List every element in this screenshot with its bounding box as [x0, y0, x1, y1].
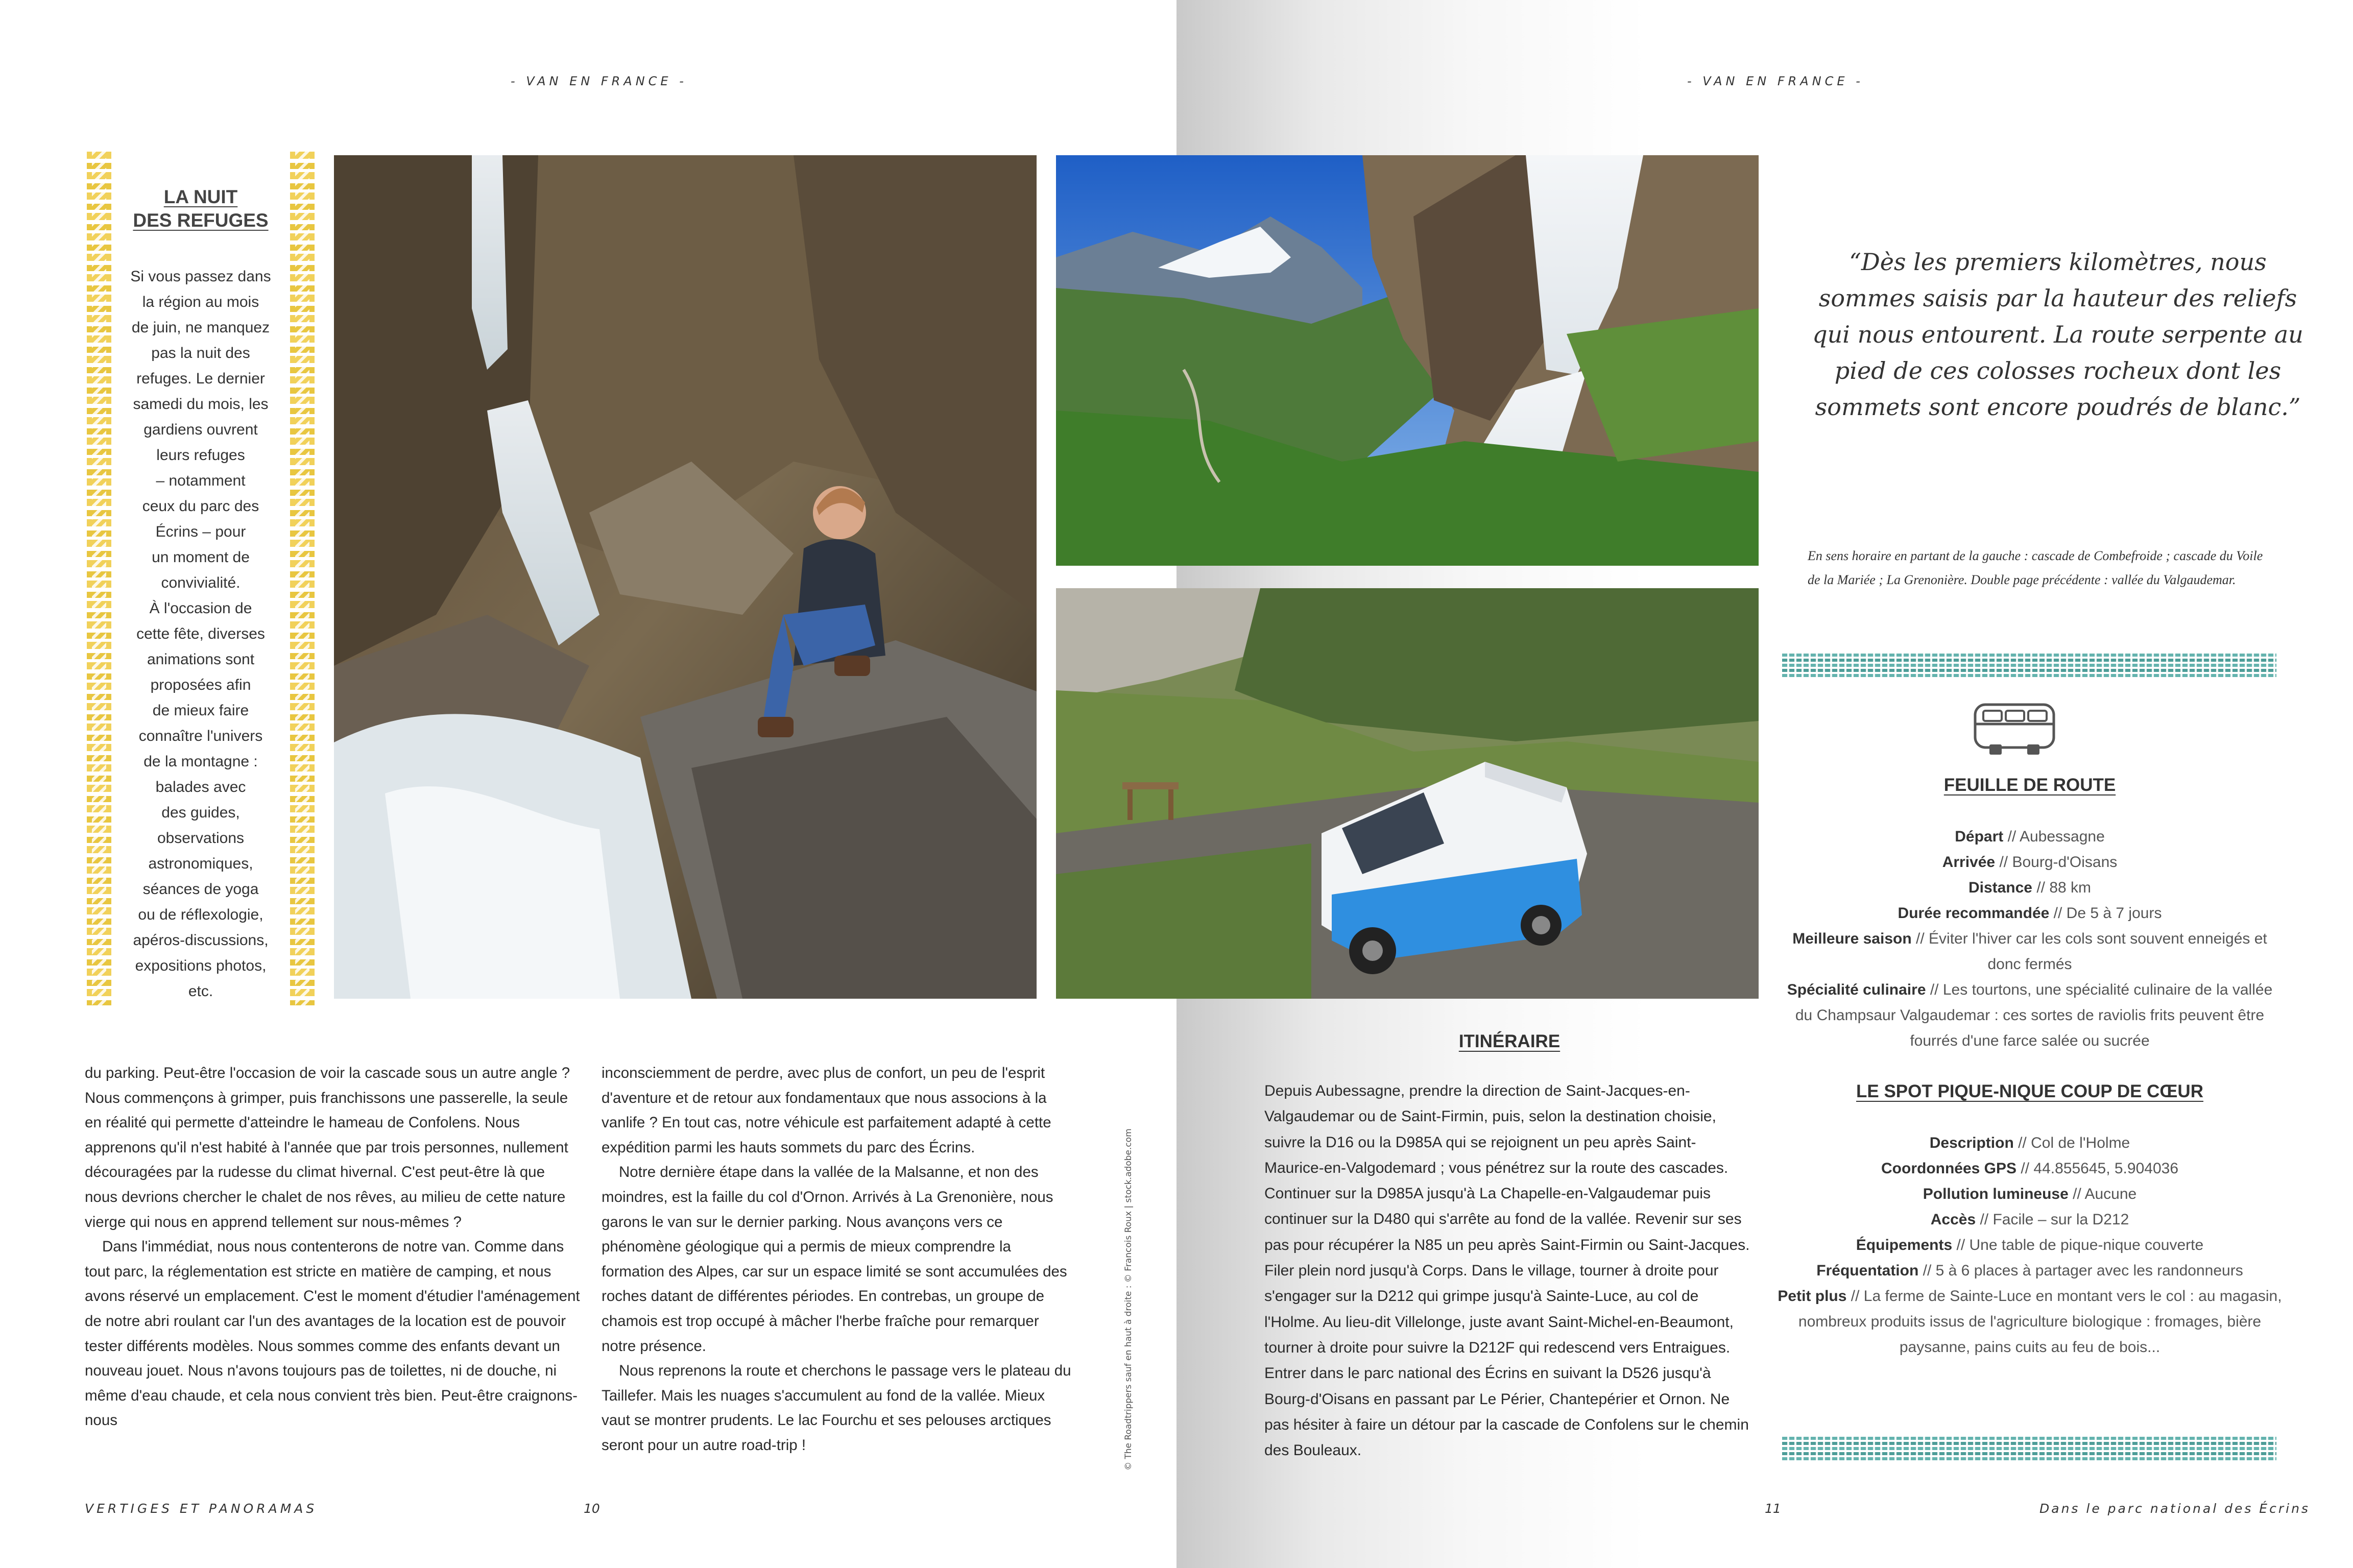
- sidebar-line: etc.: [188, 983, 213, 1000]
- info-separator: //: [2016, 1160, 2034, 1177]
- info-label: Meilleure saison: [1792, 930, 1912, 947]
- info-value: Une table de pique-nique couverte: [1969, 1237, 2204, 1253]
- info-value: Éviter l'hiver car les cols sont souvent enneigés et donc fermés: [1929, 930, 2267, 973]
- paragraph: Notre dernière étape dans la vallée de la Malsanne, et non des moindres, est la faille du col d'Ornon. Arrivés à La Grenonière, nous garons le van sur le dernier parking. Nous avançons vers ce phénomène géologique qui a permis de mieux comprendre la formation des Alpes, car sur un espace limité se sont accumulées des roches datant de différentes périodes. En contrebas, un groupe de chamois est trop occupé à mâcher l'herbe fraîche pour remarquer notre présence.: [602, 1164, 1067, 1355]
- info-label: Durée recommandée: [1898, 905, 2050, 922]
- info-separator: //: [2003, 828, 2020, 845]
- info-label: Description: [1929, 1135, 2014, 1151]
- info-label: Petit plus: [1778, 1288, 1847, 1305]
- info-separator: //: [1911, 930, 1929, 947]
- info-separator: //: [1926, 981, 1943, 998]
- sidebar-line: de mieux faire: [152, 702, 249, 719]
- sidebar-line: de la montagne :: [143, 753, 258, 770]
- sidebar-line: Si vous passez dans: [130, 268, 271, 285]
- right-page: [1176, 0, 2353, 1568]
- info-label: Coordonnées GPS: [1881, 1160, 2017, 1177]
- info-row: [1777, 875, 2283, 901]
- roadsheet-list: [1777, 824, 2283, 1054]
- info-separator: //: [1952, 1237, 1970, 1253]
- info-value: 88 km: [2049, 879, 2092, 896]
- info-row: [1777, 901, 2283, 926]
- info-value: Aucune: [2084, 1186, 2137, 1202]
- info-row: [1777, 1233, 2283, 1258]
- page-number-left: 10: [584, 1501, 600, 1516]
- info-value: Col de l'Holme: [2031, 1135, 2130, 1151]
- info-value: Aubessagne: [2019, 828, 2105, 845]
- sidebar-line: pas la nuit des: [151, 345, 250, 361]
- info-value: De 5 à 7 jours: [2066, 905, 2162, 922]
- sidebar-line: – notamment: [156, 472, 246, 489]
- body-column-2: [602, 1061, 1077, 1458]
- van-icon: [1971, 699, 2058, 761]
- sidebar-refuges: [87, 152, 315, 1005]
- left-page: [0, 0, 1176, 1568]
- pull-quote: “Dès les premiers kilomètres, nous sommes saisis par la hauteur des reliefs qui nous entourent. La route serpente au pied de ces colosses rocheux dont les sommets sont encore poudrés de blanc.”: [1812, 248, 2303, 421]
- page-number-right: 11: [1765, 1501, 1781, 1516]
- info-label: Fréquentation: [1816, 1262, 1919, 1279]
- sidebar-line: un moment de: [152, 549, 250, 566]
- roadsheet-title: FEUILLE DE ROUTE: [1943, 775, 2116, 795]
- body-column-1: [85, 1061, 580, 1433]
- photo-caption: En sens horaire en partant de la gauche : cascade de Combefroide ; cascade du Voile de la Mariée ; La Grenonière. Double page précédente : vallée du Valgaudemar.: [1808, 548, 2263, 587]
- paragraph: du parking. Peut-être l'occasion de voir la cascade sous un autre angle ? Nous commençons à grimper, puis franchissons une passerelle, la seule en réalité qui permette d'atteindre le hameau de Confolens. Nous apprenons qu'il n'est habité à l'année que par trois personnes, nullement découragées par la rudesse du climat hivernal. C'est peut-être là que nous devrions chercher le chalet de nos rêves, au milieu de cette nature vierge qui nous en apprend tellement sur nous-mêmes ?: [85, 1065, 570, 1231]
- sidebar-body: [123, 264, 279, 1004]
- info-value: La ferme de Sainte-Luce en montant vers le col : au magasin, nombreux produits issus de l'agriculture biologique : fromages, bière paysanne, pains cuits au feu de bois...: [1798, 1288, 2282, 1356]
- paragraph: Nous reprenons la route et cherchons le passage vers le plateau du Taillefer. Mais les nuages s'accumulent au fond de la vallée. Mieux vaut se montrer prudents. Le lac Fourchu et ses pelouses arctiques seront pour un autre road-trip !: [602, 1362, 1071, 1454]
- info-label: Distance: [1968, 879, 2032, 896]
- sidebar-title-line1: LA NUIT: [163, 186, 238, 207]
- info-label: Arrivée: [1942, 854, 1996, 871]
- info-value: Les tourtons, une spécialité culinaire de la vallée du Champsaur Valgaudemar : ces sortes de raviolis frits peuvent être fourrés d'une farce salée ou sucrée: [1795, 981, 2273, 1049]
- info-value: Bourg-d'Oisans: [2012, 854, 2118, 871]
- info-label: Pollution lumineuse: [1923, 1186, 2069, 1202]
- info-separator: //: [1976, 1211, 1993, 1228]
- picnic-list: [1777, 1130, 2283, 1360]
- sidebar-line: samedi du mois, les: [133, 396, 269, 413]
- sidebar-line: gardiens ouvrent: [143, 421, 258, 438]
- info-separator: //: [1846, 1288, 1864, 1305]
- sidebar-line: cette fête, diverses: [136, 625, 265, 642]
- info-label: Équipements: [1856, 1237, 1953, 1253]
- sidebar-line: Écrins – pour: [155, 523, 246, 540]
- sidebar-line: séances de yoga: [142, 881, 259, 898]
- photo-cascade-combefroide: [334, 155, 1037, 999]
- info-label: Spécialité culinaire: [1787, 981, 1926, 998]
- info-separator: //: [1995, 854, 2012, 871]
- sidebar-line: expositions photos,: [135, 957, 267, 974]
- sidebar-line: balades avec: [155, 779, 246, 795]
- info-row: [1777, 1284, 2283, 1360]
- photo-voile-de-la-mariee: [1056, 155, 1759, 566]
- itinerary-title: ITINÉRAIRE: [1458, 1031, 1560, 1051]
- footer-title-left: VERTIGES ET PANORAMAS: [85, 1501, 318, 1516]
- info-value: Facile – sur la D212: [1992, 1211, 2129, 1228]
- info-row: [1777, 926, 2283, 977]
- info-row: [1777, 1156, 2283, 1181]
- info-row: [1777, 1130, 2283, 1156]
- info-value: 44.855645, 5.904036: [2033, 1160, 2178, 1177]
- photo-credit: © The Roadtrippers sauf en haut à droite : © Francois Roux | stock.adobe.com: [1123, 1128, 1134, 1470]
- info-row: [1777, 977, 2283, 1054]
- info-separator: //: [2068, 1186, 2085, 1202]
- sidebar-line: astronomiques,: [148, 855, 253, 872]
- sidebar-title: [128, 185, 274, 232]
- sidebar-line: connaître l'univers: [138, 728, 263, 744]
- running-head-left: - VAN EN FRANCE -: [511, 74, 687, 88]
- sidebar-line: de juin, ne manquez: [131, 319, 270, 336]
- sidebar-line: proposées afin: [150, 677, 251, 693]
- info-row: [1777, 1181, 2283, 1207]
- info-row: [1777, 1258, 2283, 1284]
- sidebar-line: leurs refuges: [156, 447, 245, 464]
- info-row: [1777, 1207, 2283, 1233]
- info-separator: //: [2032, 879, 2050, 896]
- photo-la-grenoniere: [1056, 588, 1759, 999]
- sidebar-title-line2: DES REFUGES: [133, 210, 269, 231]
- sidebar-line: animations sont: [147, 651, 255, 668]
- info-value: 5 à 6 places à partager avec les randonneurs: [1935, 1262, 2243, 1279]
- itinerary-text: Depuis Aubessagne, prendre la direction de Saint-Jacques-en-Valgaudemar ou de Saint-Firmin, puis, selon la destination choisie, suivre la D16 ou la D985A qui se rejoignent un peu après Saint-Maurice-en-Valgodemard ; vous pénétrez sur la route des cascades. Continuer sur la D985A jusqu'à La Chapelle-en-Valgaudemar puis continuer sur la D480 qui s'arrête au fond de la vallée. Revenir sur ses pas pour récupérer la N85 un peu après Saint-Firmin ou Saint-Jacques. Filer plein nord jusqu'à Corps. Dans le village, tourner à droite pour s'engager sur la D212 qui grimpe jusqu'à Sainte-Luce, au col de l'Holme. Au lieu-dit Villelonge, juste avant Saint-Michel-en-Beaumont, tourner à droite pour suivre la D212F qui redescend vers Entraigues. Entrer dans le parc national des Écrins en suivant la D526 jusqu'à Bourg-d'Oisans en passant par Le Périer, Chantepérier et Ornon. Ne pas hésiter à faire un détour par la cascade de Confolens sur le chemin des Bouleaux.: [1264, 1082, 1750, 1459]
- info-label: Départ: [1955, 828, 2004, 845]
- info-row: [1777, 824, 2283, 850]
- info-separator: //: [2013, 1135, 2031, 1151]
- info-label: Accès: [1930, 1211, 1976, 1228]
- info-row: [1777, 850, 2283, 875]
- paragraph: inconsciemment de perdre, avec plus de confort, un peu de l'esprit d'aventure et de retour aux fondamentaux que nous associons à la vanlife ? En tout cas, notre véhicule est parfaitement adapté à cette expédition parmi les hauts sommets du parc des Écrins.: [602, 1065, 1051, 1156]
- info-separator: //: [2049, 905, 2067, 922]
- decorative-border-bottom: [1782, 1435, 2276, 1460]
- sidebar-line: observations: [157, 830, 245, 847]
- running-head-right: - VAN EN FRANCE -: [1687, 74, 1864, 88]
- footer-title-right: Dans le parc national des Écrins: [2039, 1501, 2310, 1516]
- decorative-border-top: [1782, 652, 2276, 677]
- sidebar-line: convivialité.: [161, 574, 241, 591]
- info-separator: //: [1918, 1262, 1936, 1279]
- paragraph: Dans l'immédiat, nous nous contenterons de notre van. Comme dans tout parc, la réglementation est stricte en matière de camping, et nous avons réservé un emplacement. C'est le moment d'étudier l'aménagement de notre abri roulant car l'un des avantages de la location est de pouvoir tester différents modèles. Nous sommes comme des enfants devant un nouveau jouet. Nous n'avons toujours pas de toilettes, ni de douche, ni même d'eau chaude, et cela nous convient très bien. Peut-être craignons-nous: [85, 1238, 580, 1429]
- sidebar-line: des guides,: [161, 804, 240, 821]
- sidebar-line: refuges. Le dernier: [136, 370, 265, 387]
- sidebar-line: À l'occasion de: [149, 600, 252, 617]
- sidebar-tape-right: [290, 152, 315, 1005]
- sidebar-line: ou de réflexologie,: [138, 906, 263, 923]
- picnic-title: LE SPOT PIQUE-NIQUE COUP DE CŒUR: [1856, 1081, 2203, 1101]
- sidebar-line: ceux du parc des: [142, 498, 259, 515]
- sidebar-line: la région au mois: [142, 294, 259, 310]
- sidebar-tape-left: [87, 152, 111, 1005]
- sidebar-line: apéros-discussions,: [133, 932, 269, 949]
